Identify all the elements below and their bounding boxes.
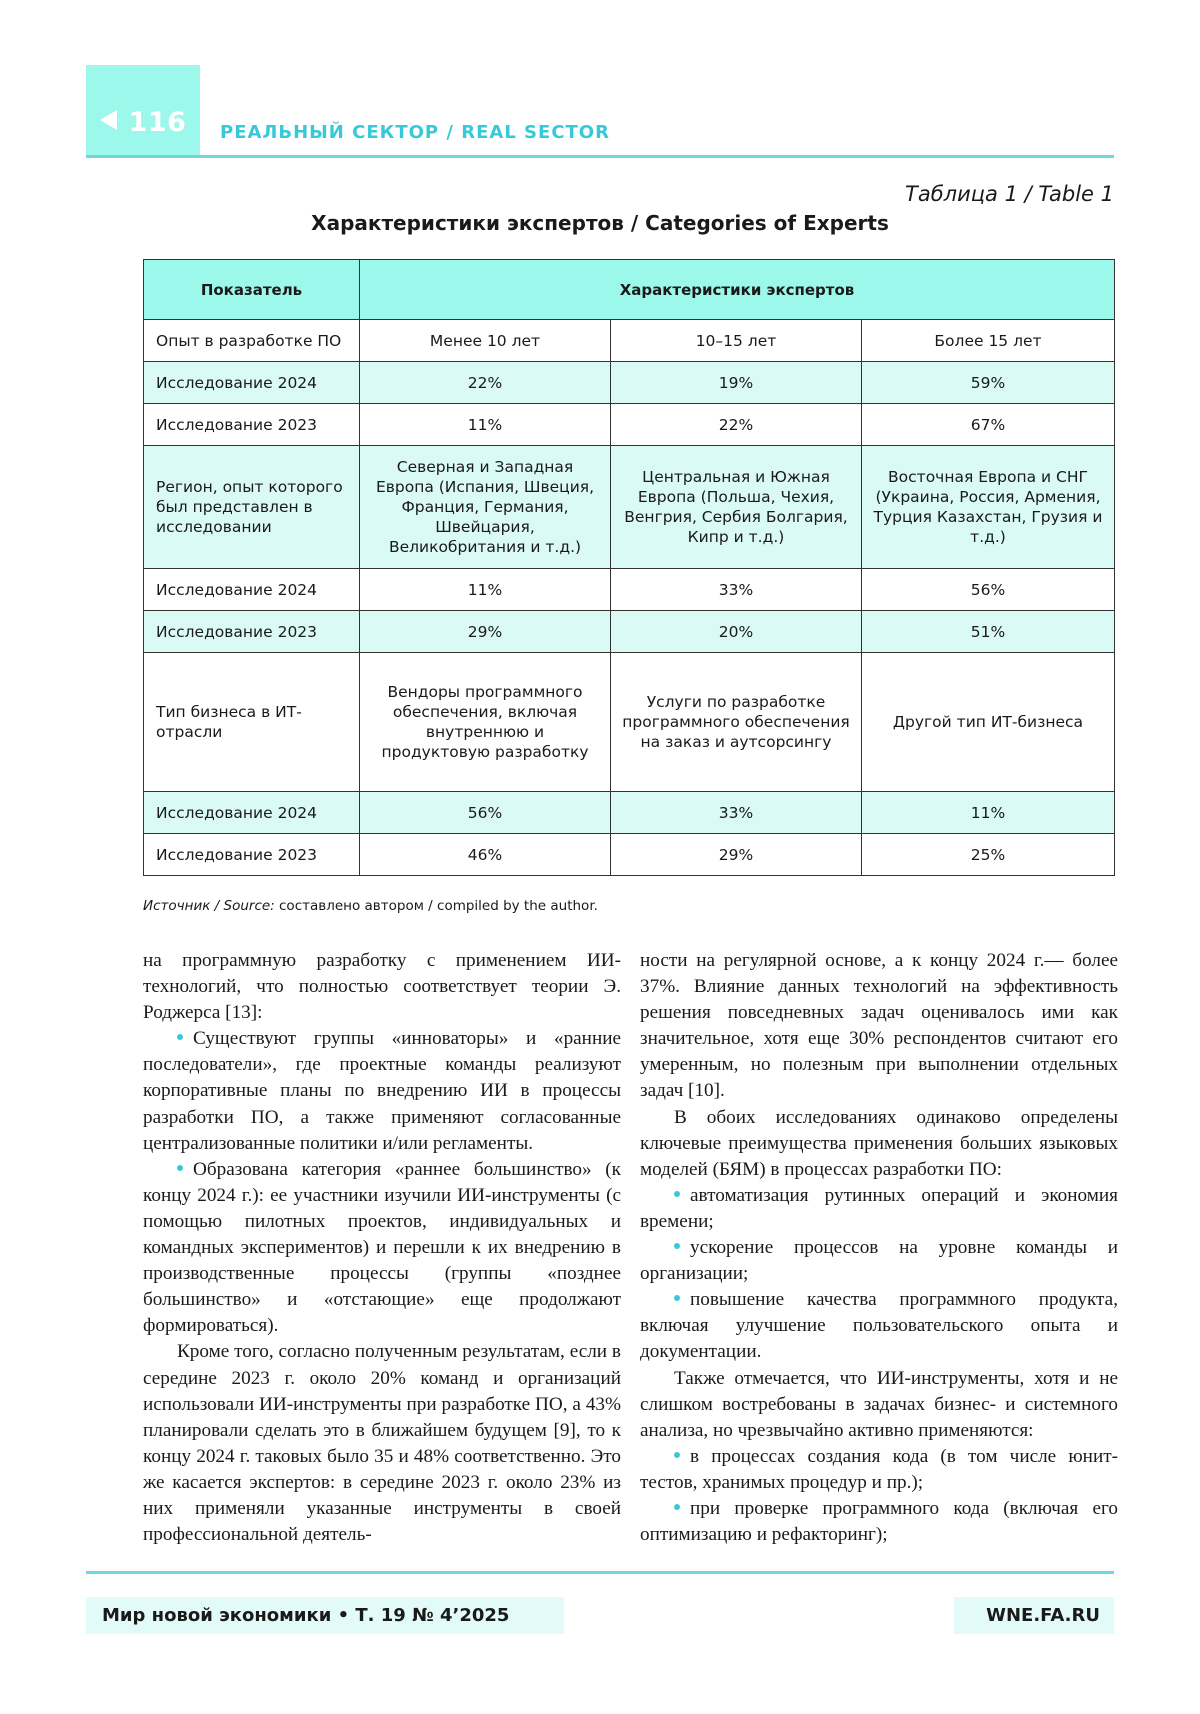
value-cell: Вендоры программного обеспечения, включая внутреннюю и продуктовую разработку — [360, 653, 611, 792]
footer-divider — [86, 1571, 1114, 1574]
row-label-cell: Тип бизнеса в ИТ-отрасли — [144, 653, 360, 792]
table-source — [143, 898, 598, 914]
paragraph-text: Кроме того, согласно полученным результатам, если в середине 2023 г. около 20% команд и организаций использовали ИИ-инструменты при разработке ПО, а 43% планировали сделать это в ближайшем будущем [9], то к концу 2024 г. таковых было 35 и 48% соответственно. Это же касается экспертов: в середине 2023 г. около 23% из них применяли указанные инструменты в своей профессиональной деятель- — [143, 1341, 621, 1546]
bullet-icon — [674, 1243, 680, 1249]
table-row — [144, 446, 1115, 569]
paragraph-text: ности на регулярной основе, а к концу 2024 г.— более 37%. Влияние данных технологий на эффективность решения повседневных задач оценивалось ими как значительное, хотя еще 30% респондентов считают его умеренным, но полезным при выполнении отдельных задач [10]. — [640, 950, 1118, 1102]
row-label-cell: Исследование 2024 — [144, 362, 360, 404]
bullet-item — [640, 1287, 1118, 1365]
bullet-icon — [674, 1191, 680, 1197]
value-cell: 22% — [611, 404, 862, 446]
row-label-cell: Исследование 2023 — [144, 834, 360, 876]
header-characteristics: Характеристики экспертов — [360, 260, 1115, 320]
paragraph-text: Существуют группы «инноваторы» и «ранние последователи», где проектные команды реализуют корпоративные планы по внедрению ИИ в процессы разработки ПО, а также применяют согласованные централизованные политики и/или регламенты. — [143, 1028, 621, 1154]
section-title: РЕАЛЬНЫЙ СЕКТОР / REAL SECTOR — [220, 122, 610, 143]
footer-site: WNE.FA.RU — [954, 1597, 1114, 1634]
row-label-cell: Исследование 2024 — [144, 792, 360, 834]
row-label-cell: Исследование 2024 — [144, 569, 360, 611]
page-number-text: 116 — [128, 107, 187, 138]
paragraph-text: автоматизация рутинных операций и экономия времени; — [640, 1184, 1118, 1232]
value-cell: Другой тип ИТ-бизнеса — [862, 653, 1115, 792]
bullet-item — [640, 1496, 1118, 1548]
paragraph-text: на программную разработку с применением ИИ-технологий, что полностью соответствует теории Э. Роджерса [13]: — [143, 950, 621, 1024]
value-cell: 25% — [862, 834, 1115, 876]
triangle-left-icon — [100, 110, 117, 130]
table-label: Таблица 1 / Table 1 — [905, 182, 1114, 206]
value-cell: 11% — [862, 792, 1115, 834]
value-cell: Более 15 лет — [862, 320, 1115, 362]
paragraph-text: повышение качества программного продукта, включая улучшение пользовательского опыта и документации. — [640, 1289, 1118, 1363]
table-header-row — [144, 260, 1115, 320]
paragraph-text: при проверке программного кода (включая его оптимизацию и рефакторинг); — [640, 1497, 1118, 1546]
bullet-item — [640, 1235, 1118, 1287]
page-number — [86, 107, 200, 138]
table-row — [144, 834, 1115, 876]
bullet-icon — [674, 1504, 680, 1510]
row-label-cell: Опыт в разработке ПО — [144, 320, 360, 362]
table-row — [144, 611, 1115, 653]
value-cell: Менее 10 лет — [360, 320, 611, 362]
table-row — [144, 569, 1115, 611]
value-cell: 46% — [360, 834, 611, 876]
value-cell: 10–15 лет — [611, 320, 862, 362]
body-column-left — [143, 948, 621, 1548]
table-row — [144, 362, 1115, 404]
table-row — [144, 320, 1115, 362]
row-label-cell: Исследование 2023 — [144, 611, 360, 653]
value-cell: 33% — [611, 792, 862, 834]
row-label-cell: Исследование 2023 — [144, 404, 360, 446]
paragraph — [143, 948, 621, 1026]
source-text: составлено автором / compiled by the author. — [274, 898, 598, 914]
value-cell: Центральная и Южная Европа (Польша, Чехия, Венгрия, Сербия Болгария, Кипр и т.д.) — [611, 446, 862, 569]
experts-table — [143, 259, 1115, 876]
value-cell: 29% — [360, 611, 611, 653]
value-cell: 29% — [611, 834, 862, 876]
table-row — [144, 653, 1115, 792]
bullet-icon — [177, 1034, 183, 1040]
table-title: Характеристики экспертов / Categories of Experts — [311, 211, 889, 235]
bullet-icon — [177, 1165, 183, 1171]
value-cell: 59% — [862, 362, 1115, 404]
value-cell: 22% — [360, 362, 611, 404]
row-label-cell: Регион, опыт которого был представлен в исследовании — [144, 446, 360, 569]
bullet-item — [640, 1183, 1118, 1235]
value-cell: 51% — [862, 611, 1115, 653]
value-cell: 11% — [360, 404, 611, 446]
bullet-icon — [674, 1452, 680, 1458]
value-cell: 56% — [862, 569, 1115, 611]
paragraph-text: в процессах создания кода (в том числе юнит-тестов, хранимых процедур и пр.); — [640, 1445, 1118, 1493]
value-cell: Услуги по разработке программного обеспечения на заказ и аутсорсингу — [611, 653, 862, 792]
header-divider — [86, 155, 1114, 158]
body-column-right — [640, 948, 1118, 1548]
paragraph — [640, 1366, 1118, 1444]
header-indicator: Показатель — [144, 260, 360, 320]
value-cell: Восточная Европа и СНГ (Украина, Россия, Армения, Турция Казахстан, Грузия и т.д.) — [862, 446, 1115, 569]
bullet-item — [143, 1026, 621, 1156]
paragraph-text: ускорение процессов на уровне команды и организации; — [640, 1237, 1118, 1285]
paragraph-text: В обоих исследованиях одинаково определены ключевые преимущества применения больших языковых моделей (БЯМ) в процессах разработки ПО: — [640, 1106, 1118, 1180]
paragraph-text: Также отмечается, что ИИ-инструменты, хотя и не слишком востребованы в задачах бизнес- и системного анализа, но чрезвычайно активно применяются: — [640, 1367, 1118, 1441]
page-number-box — [86, 65, 200, 156]
paragraph — [143, 1339, 621, 1548]
paragraph — [640, 1105, 1118, 1183]
value-cell: 20% — [611, 611, 862, 653]
bullet-item — [640, 1444, 1118, 1496]
value-cell: 67% — [862, 404, 1115, 446]
bullet-icon — [674, 1295, 680, 1301]
paragraph-text: Образована категория «раннее большинство» (к концу 2024 г.): ее участники изучили ИИ-инструменты (с помощью пилотных проектов, индивидуальных и командных экспериментов) и перешли к их внедрению в производственные процессы (группы «позднее большинство» и «отстающие» еще продолжают формироваться). — [143, 1158, 621, 1337]
value-cell: 56% — [360, 792, 611, 834]
paragraph — [640, 948, 1118, 1105]
table-row — [144, 792, 1115, 834]
value-cell: 33% — [611, 569, 862, 611]
value-cell: 11% — [360, 569, 611, 611]
value-cell: 19% — [611, 362, 862, 404]
value-cell: Северная и Западная Европа (Испания, Швеция, Франция, Германия, Швейцария, Великобритания и т.д.) — [360, 446, 611, 569]
source-label: Источник / Source: — [143, 898, 275, 914]
table-row — [144, 404, 1115, 446]
footer-journal: Мир новой экономики • Т. 19 № 4’2025 — [86, 1597, 564, 1634]
bullet-item — [143, 1157, 621, 1340]
